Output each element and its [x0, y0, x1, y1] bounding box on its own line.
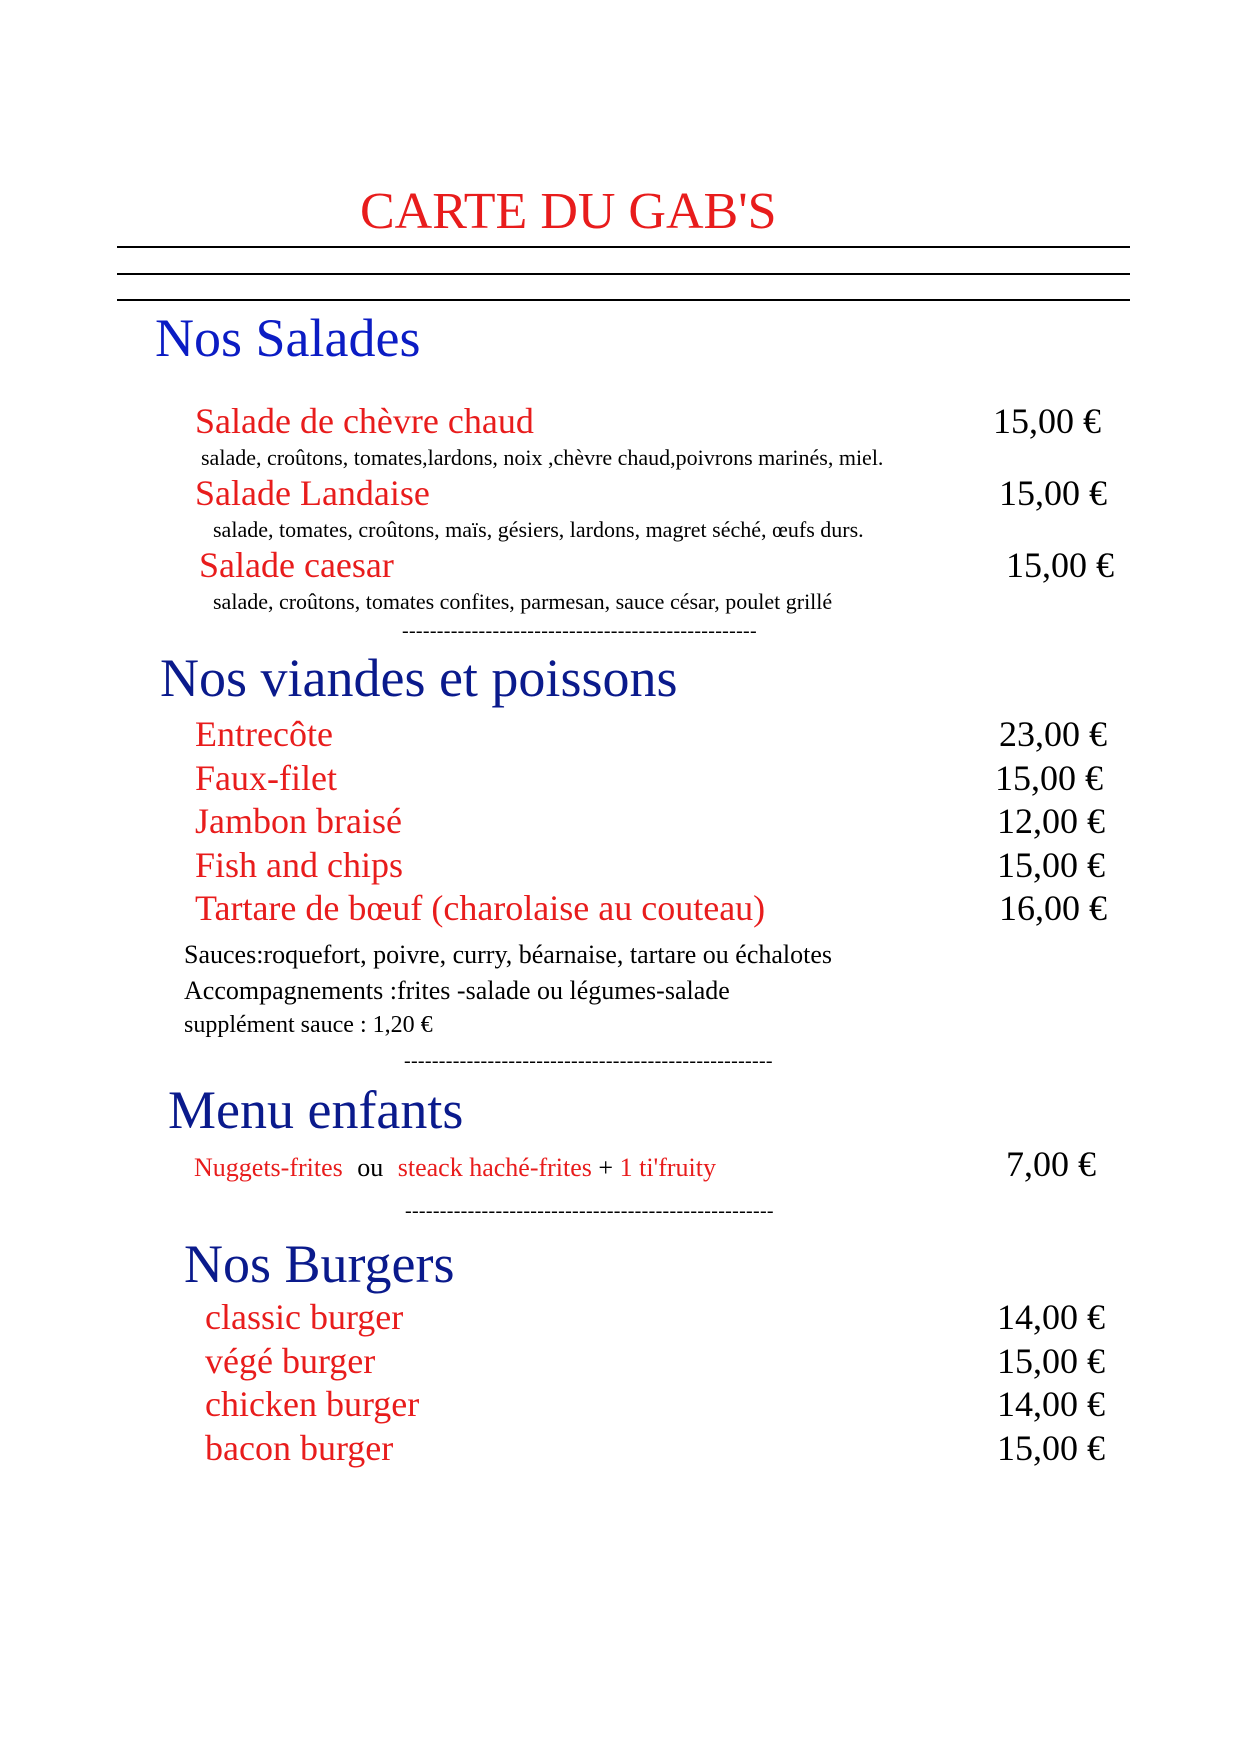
sides-note: Accompagnements :frites -salade ou légumes-salade	[184, 976, 730, 1005]
menu-item-price: 14,00 €	[997, 1384, 1105, 1424]
menu-item-price: 15,00 €	[995, 758, 1103, 798]
kids-menu-line	[194, 1152, 716, 1184]
kids-option-nuggets: Nuggets-frites	[194, 1153, 343, 1182]
menu-item-name: Salade de chèvre chaud	[195, 401, 534, 441]
menu-item-name: végé burger	[205, 1341, 376, 1381]
kids-menu-price: 7,00 €	[1006, 1144, 1096, 1184]
kids-or: ou	[357, 1153, 384, 1182]
menu-item-price: 15,00 €	[1006, 545, 1114, 585]
section-separator: ---------------------------------------------------	[402, 620, 757, 642]
divider	[117, 246, 1130, 248]
menu-item-price: 15,00 €	[997, 845, 1105, 885]
menu-item-price: 16,00 €	[999, 888, 1107, 928]
page-title: CARTE DU GAB'S	[360, 183, 777, 240]
menu-item-price: 12,00 €	[997, 801, 1105, 841]
menu-item-name: bacon burger	[205, 1428, 394, 1468]
menu-item-description: salade, tomates, croûtons, maïs, gésiers, lardons, magret séché, œufs durs.	[213, 517, 864, 542]
section-separator: -----------------------------------------------------	[404, 1050, 773, 1072]
divider	[117, 273, 1130, 275]
menu-item-description: salade, croûtons, tomates confites, parmesan, sauce césar, poulet grillé	[213, 589, 833, 614]
menu-item-name: chicken burger	[205, 1384, 420, 1424]
menu-item-price: 15,00 €	[993, 401, 1101, 441]
section-heading-enfants: Menu enfants	[168, 1080, 464, 1140]
kids-plus: +	[598, 1153, 614, 1182]
kids-option-drink: 1 ti'fruity	[619, 1153, 716, 1182]
menu-item-name: Salade caesar	[199, 545, 394, 585]
menu-item-name: classic burger	[205, 1297, 404, 1337]
menu-item-name: Tartare de bœuf (charolaise au couteau)	[195, 888, 766, 928]
supplement-note: supplément sauce : 1,20 €	[184, 1012, 433, 1038]
menu-item-price: 15,00 €	[999, 473, 1107, 513]
menu-item-name: Jambon braisé	[195, 801, 402, 841]
menu-item-price: 15,00 €	[997, 1428, 1105, 1468]
menu-item-price: 14,00 €	[997, 1297, 1105, 1337]
menu-item-price: 15,00 €	[997, 1341, 1105, 1381]
menu-item-name: Salade Landaise	[195, 473, 430, 513]
section-separator: -----------------------------------------------------	[405, 1200, 774, 1222]
sauces-note: Sauces:roquefort, poivre, curry, béarnaise, tartare ou échalotes	[184, 940, 833, 969]
divider	[117, 299, 1130, 301]
menu-item-name: Fish and chips	[195, 845, 404, 885]
menu-item-description: salade, croûtons, tomates,lardons, noix ,chèvre chaud,poivrons marinés, miel.	[201, 445, 884, 470]
kids-option-steak: steack haché-frites	[397, 1153, 592, 1182]
menu-item-price: 23,00 €	[999, 714, 1107, 754]
section-heading-viandes: Nos viandes et poissons	[160, 648, 678, 708]
menu-item-name: Faux-filet	[195, 758, 337, 798]
section-heading-burgers: Nos Burgers	[184, 1234, 455, 1294]
section-heading-salades: Nos Salades	[155, 308, 421, 368]
menu-item-name: Entrecôte	[195, 714, 333, 754]
